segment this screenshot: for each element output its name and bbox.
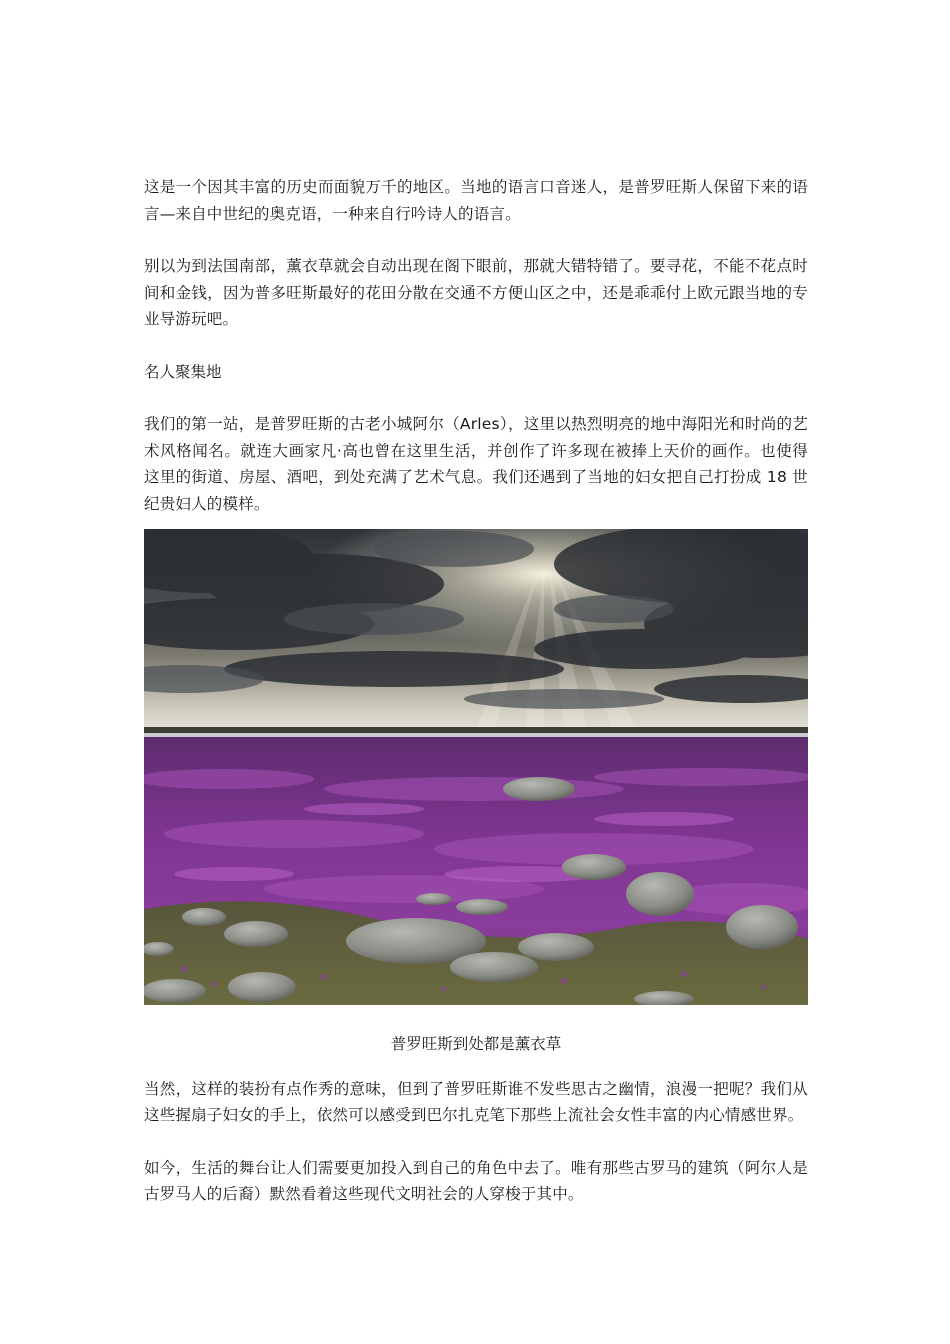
section-heading: 名人聚集地: [144, 362, 222, 381]
paragraph-region-intro: 这是一个因其丰富的历史而面貌万千的地区。当地的语言口音迷人，是普罗旺斯人保留下来的语言—来自中世纪的奥克语，一种来自行吟诗人的语言。: [144, 178, 808, 223]
paragraph-roman-buildings: 如今，生活的舞台让人们需要更加投入到自己的角色中去了。唯有那些古罗马的建筑（阿尔人是古罗马人的后裔）默然看着这些现代文明社会的人穿梭于其中。: [144, 1158, 808, 1203]
paragraph-arles: 我们的第一站，是普罗旺斯的古老小城阿尔（Arles），这里以热烈明亮的地中海阳光和时尚的艺术风格闻名。就连大画家凡·高也曾在这里生活，并创作了许多现在被捧上天价的画作。也使得这里的街道、房屋、酒吧，到处充满了艺术气息。我们还遇到了当地的妇女把自己打扮成 18 世纪贵妇人的模样。: [144, 415, 808, 513]
paragraph-costume: 当然，这样的装扮有点作秀的意味，但到了普罗旺斯谁不发些思古之幽情，浪漫一把呢？我们从这些握扇子妇女的手上，依然可以感受到巴尔扎克笔下那些上流社会女性丰富的内心情感世界。: [144, 1079, 808, 1124]
paragraph-lavender-tip: 别以为到法国南部，薰衣草就会自动出现在阁下眼前，那就大错特错了。要寻花，不能不花点时间和金钱，因为普多旺斯最好的花田分散在交通不方便山区之中，还是乖乖付上欧元跟当地的专业导游玩吧。: [144, 257, 808, 328]
image-caption: 普罗旺斯到处都是薰衣草: [390, 1035, 562, 1053]
lavender-field-photo: [144, 529, 808, 1005]
document-body: [144, 174, 808, 1208]
